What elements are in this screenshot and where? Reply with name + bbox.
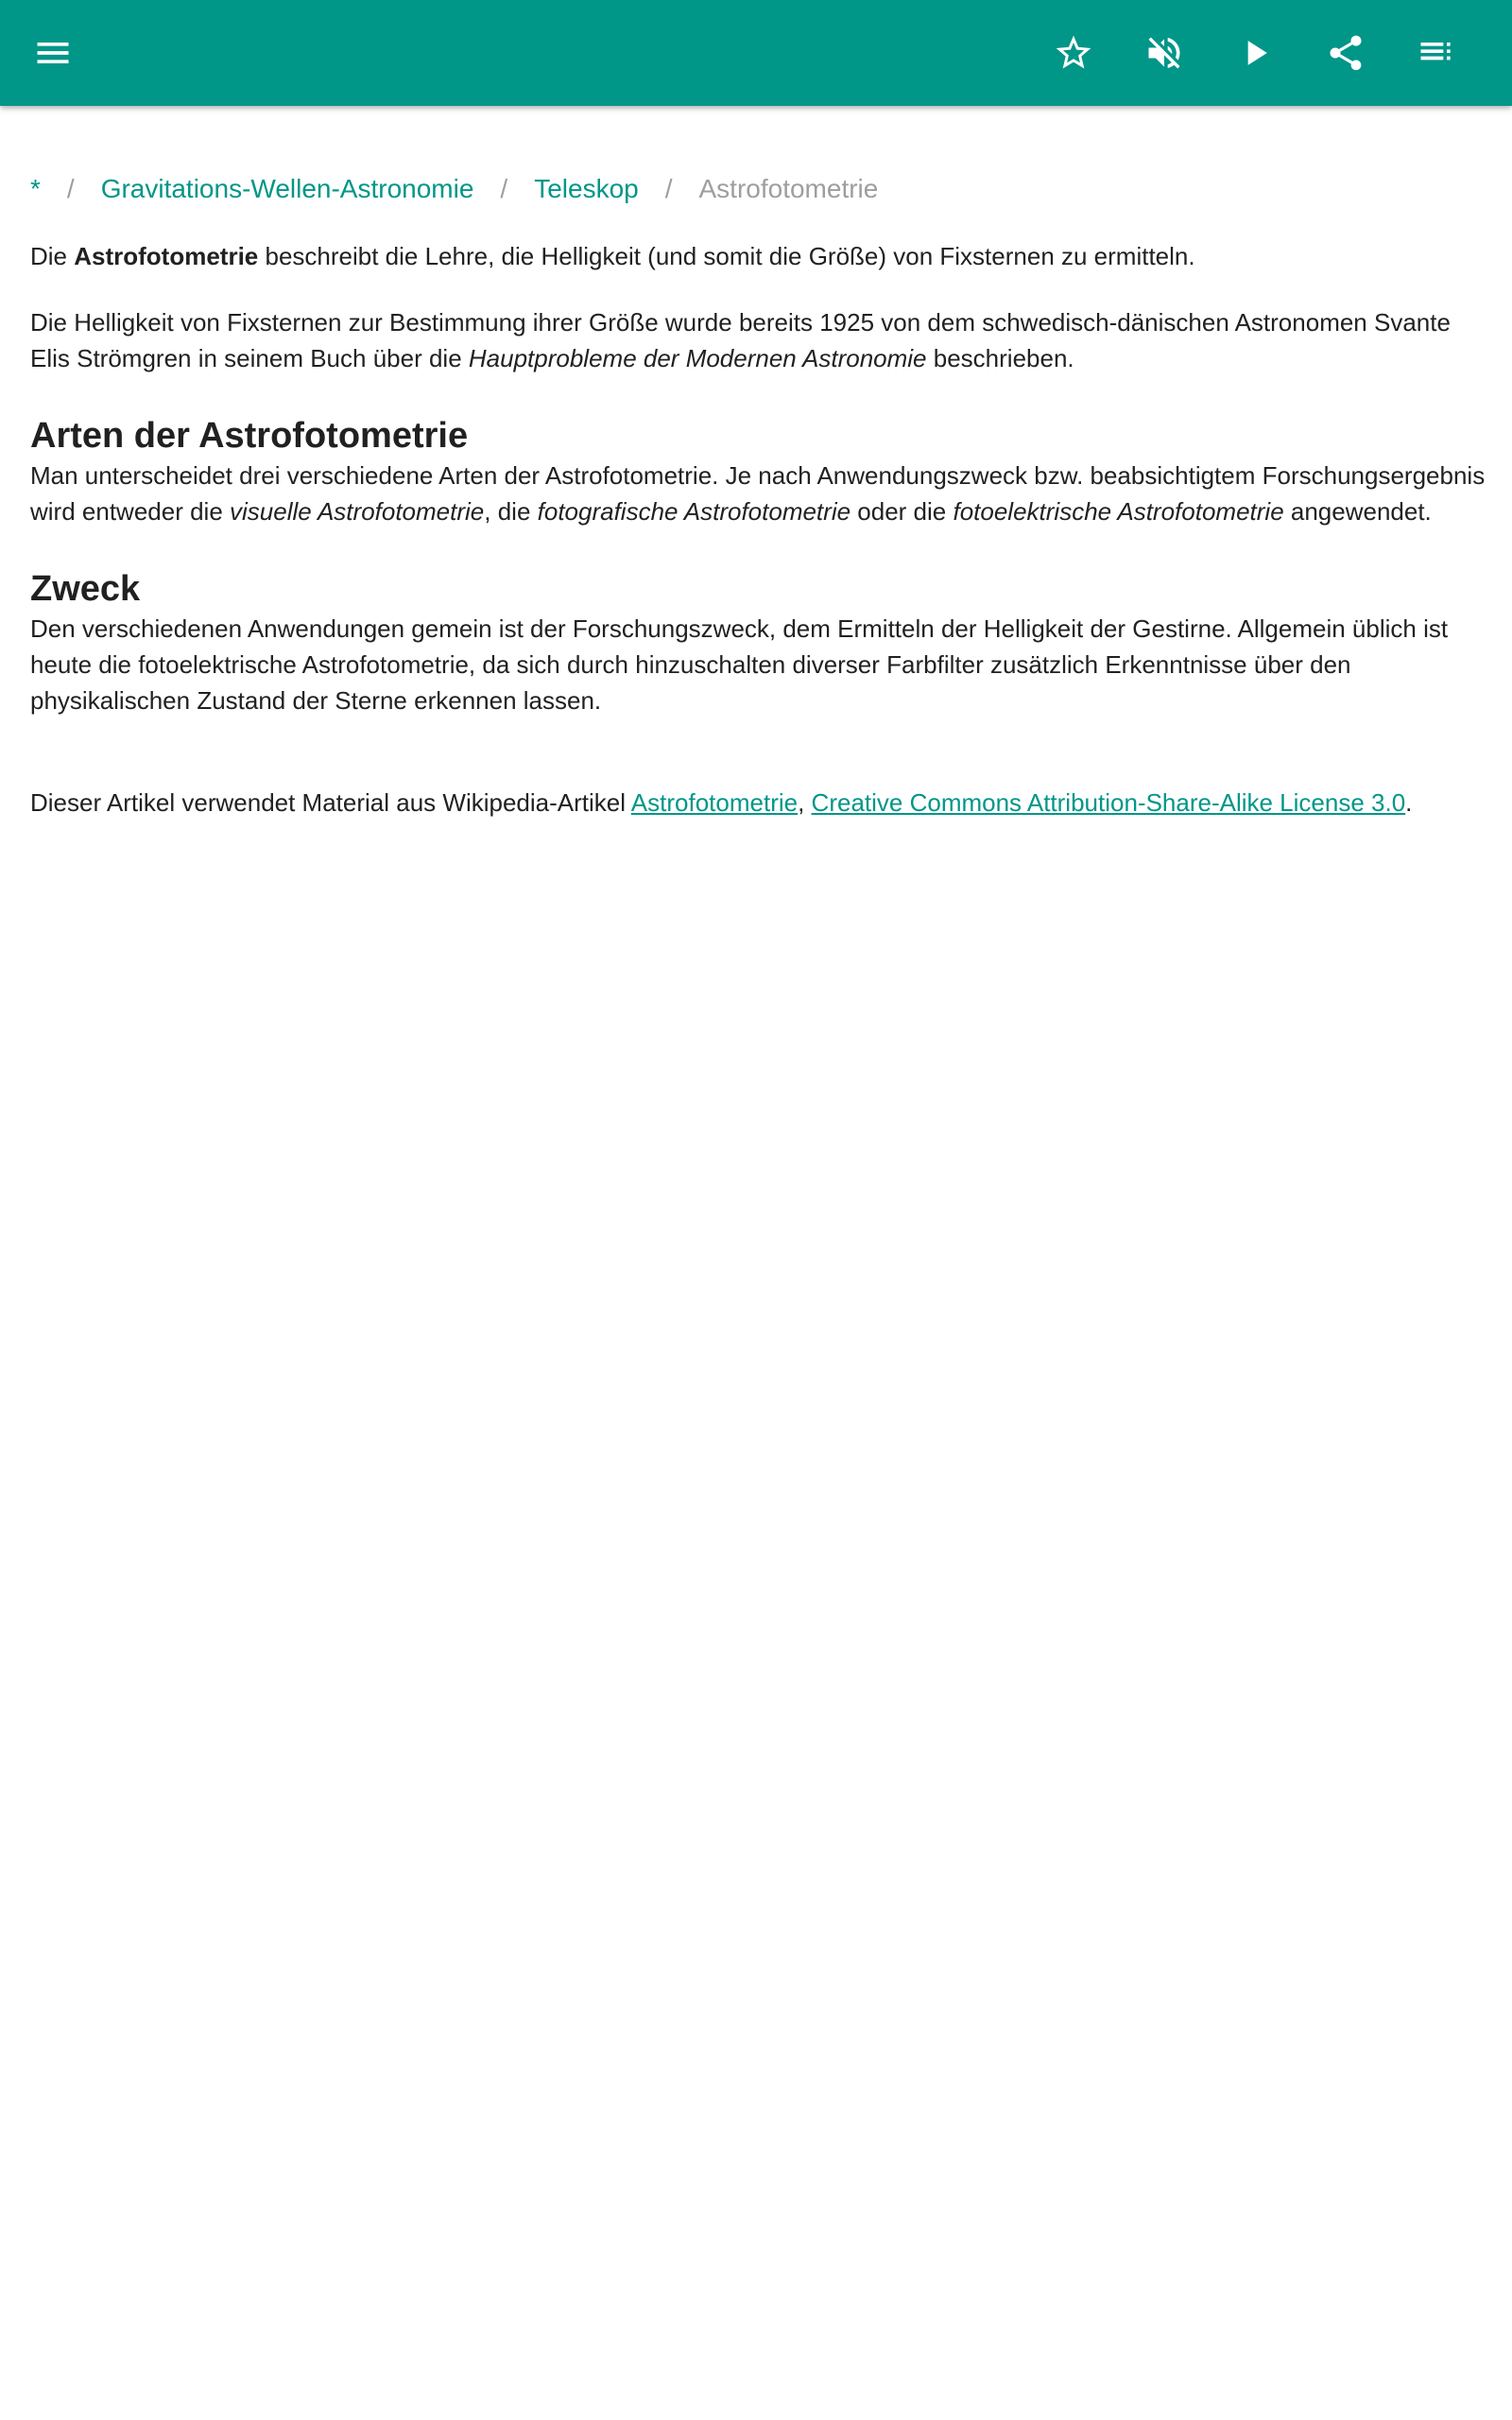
playlist-button[interactable]: [1406, 23, 1467, 83]
breadcrumb: [30, 166, 878, 212]
history-paragraph: Die Helligkeit von Fixsternen zur Bestimmung ihrer Größe wurde bereits 1925 von dem schwedisch-dänischen Astronomen Svante Elis Strömgren in seinem Buch über die Hauptprobleme der Modernen Astronomie beschrieben.: [30, 308, 1451, 372]
breadcrumb-separator: /: [664, 174, 673, 203]
term-bold: Astrofotometrie: [74, 242, 259, 270]
mute-button[interactable]: [1134, 23, 1194, 83]
license-link[interactable]: Creative Commons Attribution-Share-Alike License 3.0: [811, 788, 1406, 817]
intro-paragraph: Die Astrofotometrie beschreibt die Lehre, die Helligkeit (und somit die Größe) von Fixsternen zu ermitteln.: [30, 242, 1195, 270]
breadcrumb-item-teleskop[interactable]: Teleskop: [534, 174, 639, 203]
app-toolbar: [0, 0, 1512, 106]
menu-button[interactable]: [23, 23, 83, 83]
playlist-icon: [1416, 32, 1457, 74]
breadcrumb-home[interactable]: *: [30, 174, 41, 203]
play-button[interactable]: [1225, 23, 1285, 83]
breadcrumb-item-gravitations-wellen-astronomie[interactable]: Gravitations-Wellen-Astronomie: [100, 174, 474, 203]
star-outline-icon: [1053, 32, 1094, 74]
share-icon: [1325, 32, 1366, 74]
article-content: [30, 238, 1486, 821]
arten-paragraph: Man unterscheidet drei verschiedene Arten der Astrofotometrie. Je nach Anwendungszweck bzw. beabsichtigtem Forschungsergebnis wird entweder die visuelle Astrofotometrie, die fotografische Astrofotometrie oder die fotoelektrische Astrofotometrie angewendet.: [30, 461, 1486, 526]
zweck-paragraph: Den verschiedenen Anwendungen gemein ist der Forschungszweck, dem Ermitteln der Helligkeit der Gestirne. Allgemein üblich ist heute die fotoelektrische Astrofotometrie, da sich durch hinzuschalten diverser Farbfilter zusätzlich Erkenntnisse über den physikalischen Zustand der Sterne erkennen lassen.: [30, 614, 1449, 715]
section-heading-zweck: Zweck: [30, 569, 141, 609]
book-title: Hauptprobleme der Modernen Astronomie: [468, 344, 927, 372]
favorite-button[interactable]: [1043, 23, 1104, 83]
wikipedia-article-link[interactable]: Astrofotometrie: [630, 788, 799, 817]
section-heading-arten: Arten der Astrofotometrie: [30, 416, 469, 456]
play-icon: [1234, 32, 1276, 74]
menu-icon: [32, 32, 74, 74]
breadcrumb-separator: /: [66, 174, 75, 203]
breadcrumb-current: Astrofotometrie: [698, 174, 879, 203]
volume-off-icon: [1143, 32, 1185, 74]
breadcrumb-separator: /: [500, 174, 508, 203]
license-footer: Dieser Artikel verwendet Material aus Wikipedia-Artikel Astrofotometrie, Creative Commons Attribution-Share-Alike License 3.0.: [30, 788, 1413, 817]
share-button[interactable]: [1315, 23, 1376, 83]
